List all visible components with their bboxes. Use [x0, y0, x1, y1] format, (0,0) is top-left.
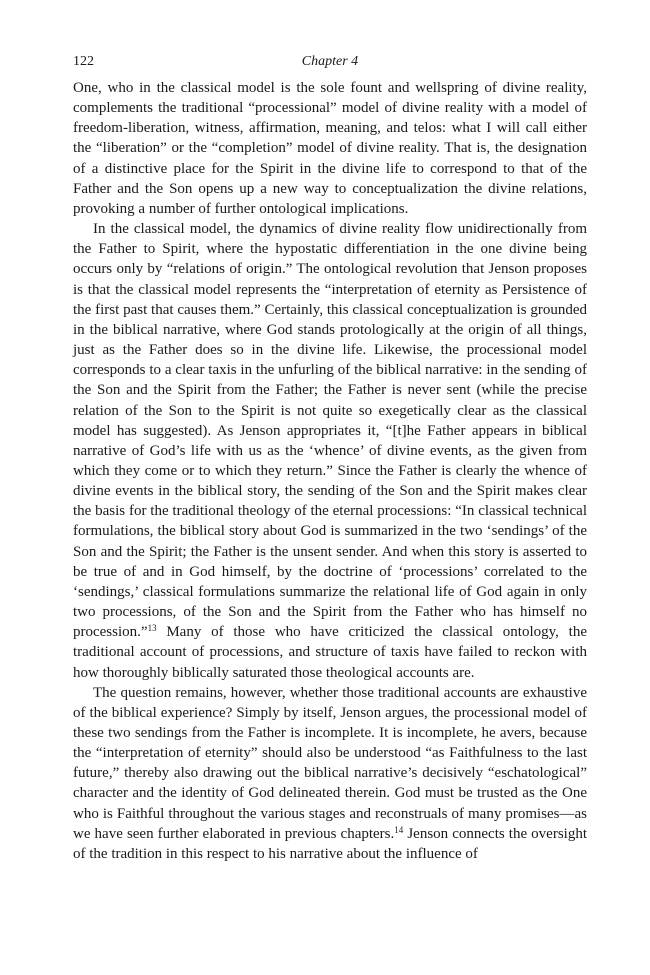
paragraph-text: The question remains, however, whether those traditional accounts are exhaustive of the biblical experience? Simply by itself, Jenson argues, the processional model of these two sendings from the Father is incomplete. It is incomplete, he avers, because the “interpretation of eternity” should also be understood “as Faithfulness to the last future,” thereby also drawing out the biblical narrative’s decisively “eschatological” character and the identity of God delineated therein. God must be trusted as the One who is Faithful throughout the various stages and reconstruals of many promises—as we have seen further elaborated in previous chapters. — [73, 684, 587, 842]
paragraph-text: Jenson connects the oversight of the tradition in this respect to his narrative about the influence of — [73, 825, 587, 862]
running-head: Chapter 4 — [301, 54, 359, 69]
page-number: 122 — [73, 54, 94, 69]
footnote-reference: 14 — [394, 824, 404, 835]
paragraph — [73, 78, 587, 219]
paragraph — [73, 219, 587, 683]
paragraph — [73, 683, 587, 864]
page-header — [73, 52, 587, 72]
paragraph-text: Many of those who have criticized the classical ontology, the traditional account of processions, and structure of taxis have failed to reckon with how thoroughly biblically saturated those theological accounts are. — [73, 624, 587, 681]
body-text — [73, 78, 587, 864]
footnote-reference: 13 — [147, 623, 157, 634]
paragraph-text: One, who in the classical model is the sole fount and wellspring of divine reality, complements the traditional “processional” model of divine reality with a model of freedom-liberation, witness, affirmation, meaning, and telos: what I will call either the “liberation” or the “completion” model of divine reality. That is, the designation of a distinctive place for the Spirit in the divine life to correspond to that of the Father and the Son opens up a new way to conceptualization the divine relations, provoking a number of further ontological implications. — [73, 80, 587, 217]
paragraph-text: In the classical model, the dynamics of divine reality flow unidirectionally from the Father to Spirit, where the hypostatic differentiation in the one divine being occurs only by “relations of origin.” The ontological revolution that Jenson proposes is that the classical model represents the “interpretation of eternity as Persistence of the first past that causes them.” Certainly, this classical conceptualization is grounded in the biblical narrative, where God stands protologically at the origin of all things, just as the Father does so in the divine life. Likewise, the processional model corresponds to a clear taxis in the unfurling of the biblical narrative: in the sending of the Son and the Spirit from the Father; the Father is never sent (while the precise relation of the Son to the Spirit is not quite so exegetically clear as the classical model has suggested). As Jenson appropriates it, “[t]he Father appears in biblical narrative of God’s life with us as the ‘whence’ of divine events, as the given from which they come or to which they return.” Since the Father is clearly the whence of divine events in the biblical story, the sending of the Son and the Spirit makes clear the basis for the traditional theology of the eternal processions: “In classical technical formulations, the biblical story about God is summarized in the two ‘sendings’ of the Son and the Spirit; the Father is the unsent sender. And when this story is asserted to be true of and in God himself, by the doctrine of ‘processions’ correlated to the ‘sendings,’ classical formulations summarize the relational life of God again in only two processions, of the Son and the Spirit from the Father who has himself no procession.” — [73, 221, 587, 641]
